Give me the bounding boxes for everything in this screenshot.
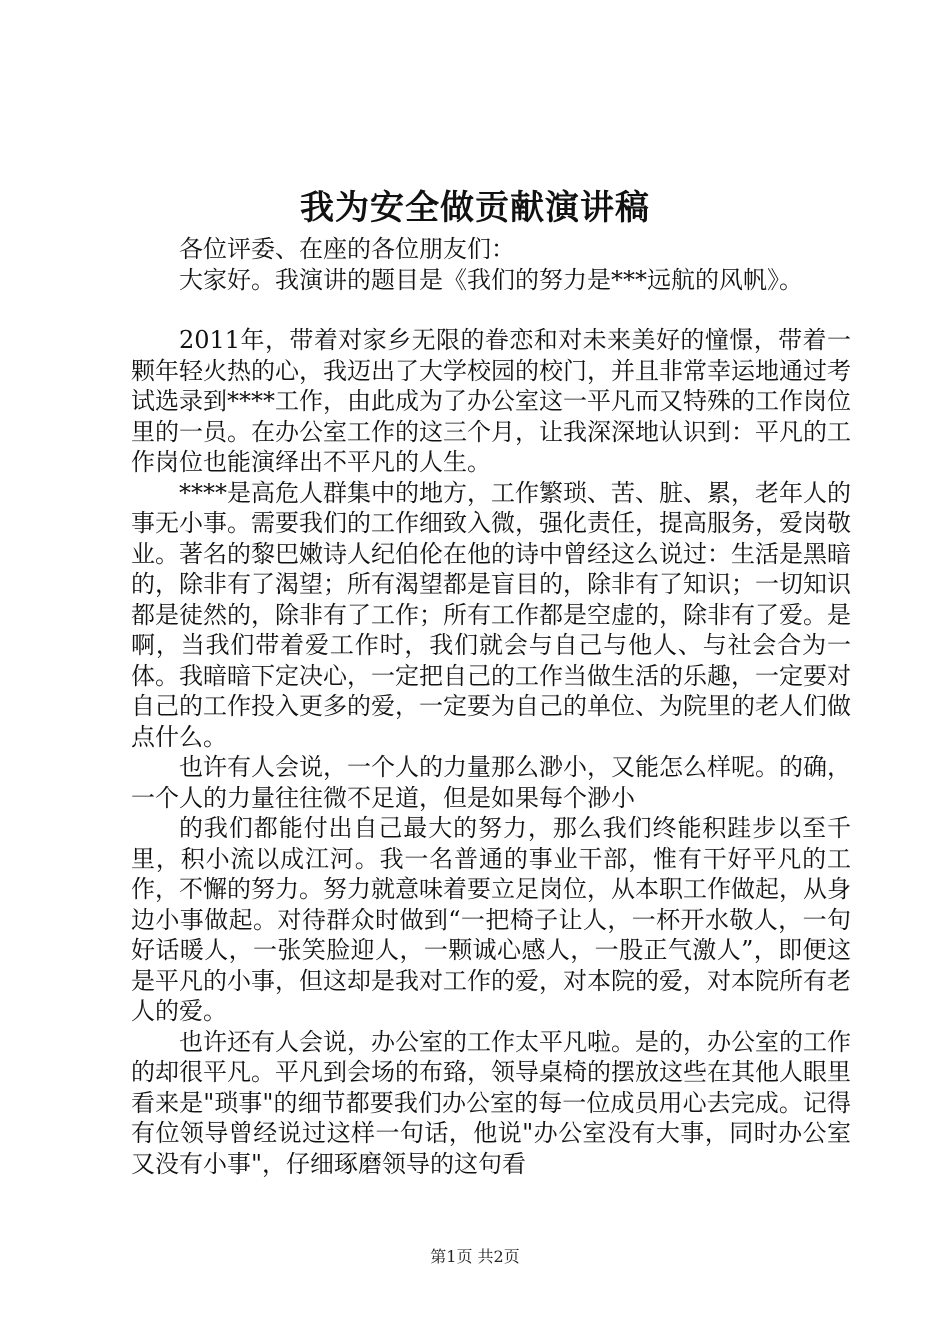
document-title: 我为安全做贡献演讲稿 <box>300 188 650 228</box>
body-paragraph: ****是高危人群集中的地方，工作繁琐、苦、脏、累，老年人的事无小事。需要我们的工作细致入微，强化责任，提高服务，爱岗敬业。著名的黎巴嫩诗人纪伯伦在他的诗中曾经这么说过：生活是黑暗的，除非有了渴望；所有渴望都是盲目的，除非有了知识；一切知识都是徒然的，除非有了工作；所有工作都是空虚的，除非有了爱。是啊，当我们带着爱工作时，我们就会与自己与他人、与社会合为一体。我暗暗下定决心，一定把自己的工作当做生活的乐趣，一定要对自己的工作投入更多的爱，一定要为自己的单位、为院里的老人们做点什么。 <box>131 478 851 751</box>
salutation-paragraph: 各位评委、在座的各位朋友们： <box>179 235 515 263</box>
body-paragraph: 的我们都能付出自己最大的努力，那么我们终能积跬步以至千里，积小流以成江河。我一名普通的事业干部，惟有干好平凡的工作，不懈的努力。努力就意味着要立足岗位，从本职工作做起，从身边小事做起。对待群众时做到“一把椅子让人，一杯开水敬人，一句好话暖人，一张笑脸迎人，一颗诚心感人，一股正气激人”，即便这是平凡的小事，但这却是我对工作的爱，对本院的爱，对本院所有老人的爱。 <box>131 814 851 1025</box>
body-paragraph: 也许还有人会说，办公室的工作太平凡啦。是的，办公室的工作的却很平凡。平凡到会场的布臵，领导桌椅的摆放这些在其他人眼里看来是"琐事"的细节都要我们办公室的每一位成员用心去完成。记得有位领导曾经说过这样一句话，他说"办公室没有大事，同时办公室又没有小事"，仔细琢磨领导的这句看 <box>131 1027 851 1178</box>
body-paragraph: 也许有人会说，一个人的力量那么渺小，又能怎么样呢。的确，一个人的力量往往微不足道，但是如果每个渺小 <box>131 753 851 812</box>
page-number-footer: 第1页 共2页 <box>430 1247 520 1266</box>
body-paragraph: 2011年，带着对家乡无限的眷恋和对未来美好的憧憬，带着一颗年轻火热的心，我迈出了大学校园的校门，并且非常幸运地通过考试选录到****工作，由此成为了办公室这一平凡而又特殊的工作岗位里的一员。在办公室工作的这三个月，让我深深地认识到：平凡的工作岗位也能演绎出不平凡的人生。 <box>131 326 851 476</box>
document-body <box>131 234 851 1179</box>
greeting-paragraph: 大家好。我演讲的题目是《我们的努力是***远航的风帆》。 <box>179 265 803 294</box>
